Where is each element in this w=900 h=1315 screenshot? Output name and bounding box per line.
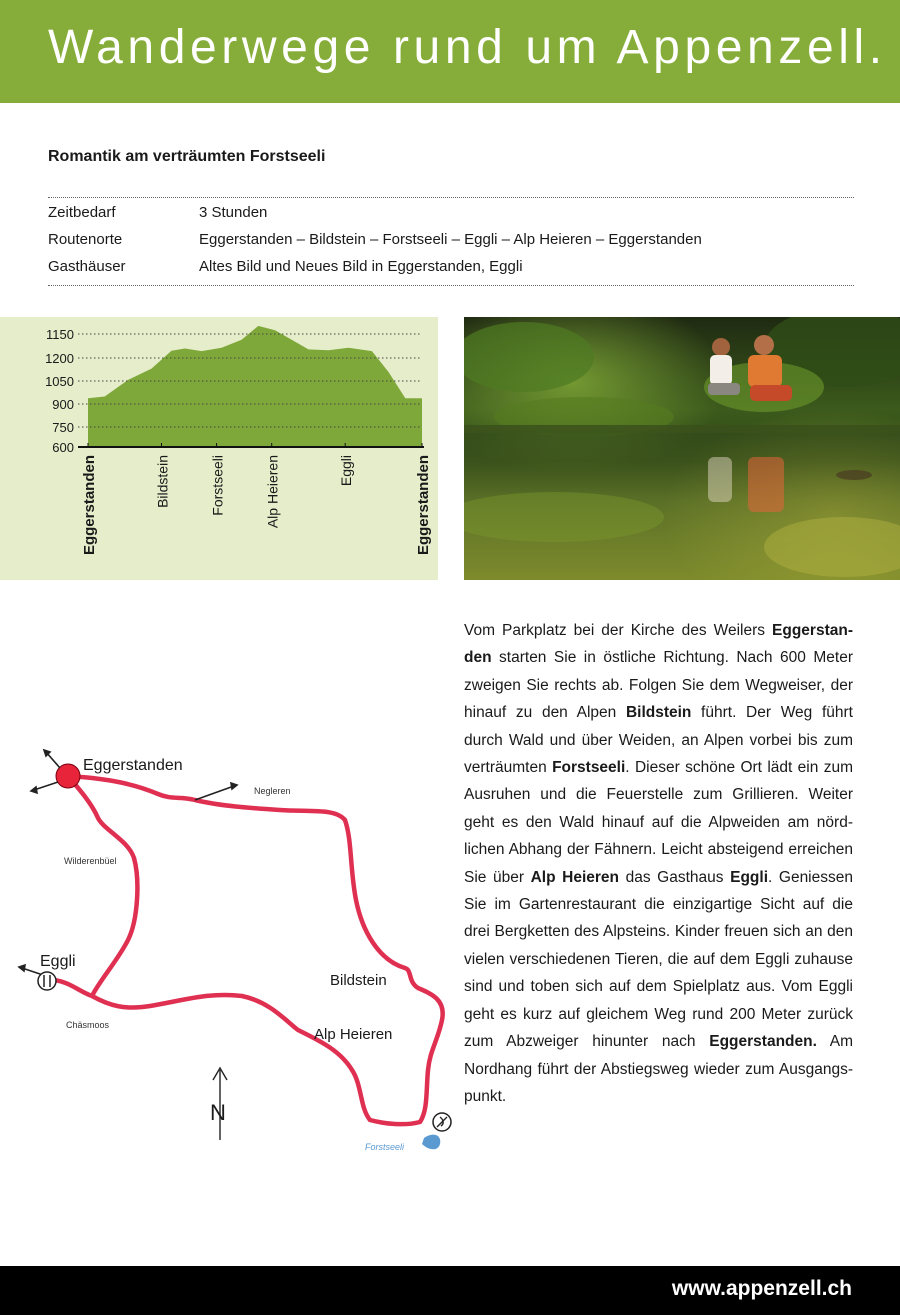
info-value: 3 Stunden xyxy=(199,204,268,221)
info-label: Gasthäuser xyxy=(48,258,126,275)
description-text: starten Sie in östliche Richtung. Nach 600 Meter zweigen Sie rechts ab. Folgen Sie dem Wegweiser, der hinauf zu den Alpen xyxy=(464,649,853,722)
footer-bar xyxy=(0,1266,900,1315)
map-label-eggerstanden: Eggerstanden xyxy=(83,757,183,774)
y-tick-label: 900 xyxy=(52,397,74,412)
elevation-profile-panel xyxy=(0,317,438,580)
elevation-area xyxy=(88,326,422,447)
y-tick-label: 1200 xyxy=(45,351,74,366)
waypoint-label: Bildstein xyxy=(154,455,171,508)
description-place-name: Alp Heieren xyxy=(530,868,620,886)
waypoint-label: Forstseeli xyxy=(209,455,226,516)
header-banner xyxy=(0,0,900,103)
map-label-wilderenbuel: Wilderenbüel xyxy=(64,856,117,866)
photo-illustration xyxy=(464,317,900,580)
info-label: Zeitbedarf xyxy=(48,204,116,221)
description-text: führt. Der Weg führt durch Wald und über Weiden, an Alpen vorbei bis zum verträumten xyxy=(464,704,853,777)
y-tick-label: 1050 xyxy=(45,374,74,389)
waypoint-label: Alp Heieren xyxy=(264,455,281,529)
y-tick-label: 1150 xyxy=(46,327,74,342)
waypoint-label: Eggerstanden xyxy=(415,455,432,556)
map-label-negleren: Negleren xyxy=(254,786,291,796)
description-place-name: Bildstein xyxy=(625,704,692,722)
route-map xyxy=(0,730,460,1170)
footer-url: www.appenzell.ch xyxy=(671,1277,852,1300)
map-label-forstseeli: Forstseeli xyxy=(365,1142,405,1152)
description-text: Am Nordhang führt der Abstiegsweg wieder zum Ausgangspunkt. xyxy=(464,1033,854,1105)
page-title: Wanderwege rund um Appenzell. xyxy=(48,21,887,74)
info-value: Altes Bild und Neues Bild in Eggerstanden, Eggli xyxy=(199,258,523,275)
y-tick-label: 600 xyxy=(52,440,74,455)
waypoint-label: Eggli xyxy=(338,455,355,487)
map-label-eggli: Eggli xyxy=(40,953,76,970)
waypoint-label: Eggerstanden xyxy=(81,455,98,556)
photo-hikers-at-lake xyxy=(464,317,900,580)
elevation-profile-chart xyxy=(0,317,438,580)
description-place-name: Eggli xyxy=(730,868,768,886)
description-place-name: Forstseeli xyxy=(552,759,626,777)
map-label-chasmoos: Chäsmoos xyxy=(66,1020,110,1030)
route-map-svg xyxy=(0,730,460,1170)
description-text: . Geniessen Sie im Gartenrestaurant die einzigartige Sicht auf die drei Bergketten des Alpsteins. Kinder freuen sich an den vielen verschiedenen Tieren, die auf dem Eggli zuhause sind und toben sich auf dem Spielplatz aus. Vom Eggli geht es kurz auf gleichem Weg rund 200 Meter zurück zum Abzweiger hinunter nach xyxy=(464,868,853,1051)
restaurant-icon xyxy=(38,972,56,990)
description-text: Vom Parkplatz bei der Kirche des Weilers xyxy=(464,622,773,639)
map-label-north: N xyxy=(210,1100,226,1125)
route-info-table xyxy=(48,197,854,286)
map-label-bildstein: Bildstein xyxy=(330,972,387,989)
info-label: Routenorte xyxy=(48,231,123,248)
description-text: . Dieser schöne Ort lädt ein zum Ausruhen und die Feuerstelle zum Grillieren. Weiter geht es den Wald hinauf auf die Alpweiden am nördlichen Abhang der Fähnern. Leicht absteigend erreichen Sie über xyxy=(464,759,853,886)
description-text: das Gasthaus xyxy=(619,868,731,886)
description-place-name: Eggerstanden. xyxy=(709,1033,817,1051)
route-title: Romantik am verträumten Forstseeli xyxy=(48,148,326,165)
description-place-name: Eggerstanden xyxy=(464,622,853,667)
map-label-alp-heieren: Alp Heieren xyxy=(314,1026,393,1043)
y-tick-label: 750 xyxy=(52,420,74,435)
info-value: Eggerstanden – Bildstein – Forstseeli – Eggli – Alp Heieren – Eggerstanden xyxy=(199,231,702,248)
lake-icon xyxy=(422,1135,440,1150)
hiking-route-line xyxy=(54,776,443,1124)
fireplace-icon xyxy=(433,1113,451,1131)
route-description xyxy=(464,617,853,1110)
